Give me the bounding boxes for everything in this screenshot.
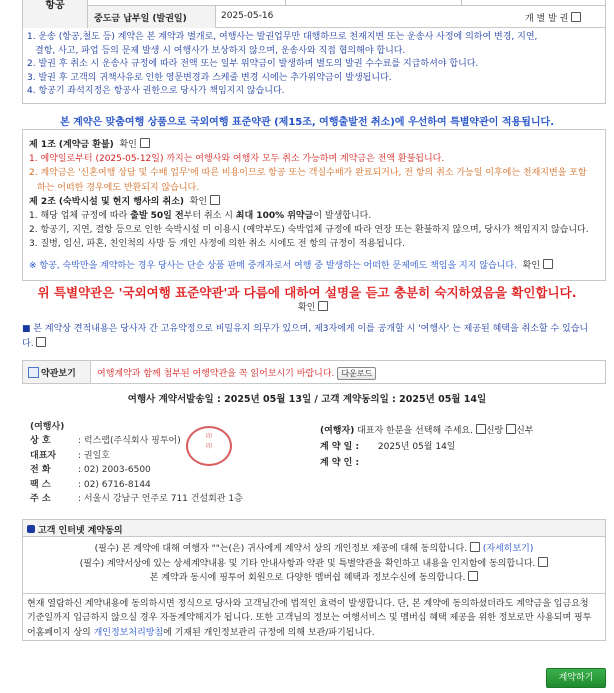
- section-bullet-icon: [27, 525, 35, 533]
- privacy-policy-link[interactable]: 개인정보처리방침: [93, 627, 164, 638]
- article2-confirm-checkbox[interactable]: [210, 195, 220, 205]
- flight-table: [22, 0, 606, 28]
- agency-info: (여행사) 상 호 : 럭스랩(주식회사 핑투어) 대표자 : 권일호 전 화 : 02) 2003-6500 팩 스 : 02) 6716-8144 주 소 : 서울시 강남구 언주로 711 건설회관 1층: [30, 422, 243, 505]
- terms-view-row: 약관보기 여행계약과 함께 첨부된 여행약관을 꼭 읽어보시기 바랍니다. 다운로드: [22, 360, 606, 384]
- internet-consent: 고객 인터넷 계약동의 (필수) 본 계약에 대해 여행자 ""는(은) 귀사에게 계약서 상의 개인정보 제공에 대해 동의합니다. (자세히보기) (필수) 계약서상에 있는 상세계약내용 및 기타 안내사항과 약관 및 특별약관을 확인하고 내용을 인지함에 동의합니다. 본 계약과 동시에 핑투어 회원으로 다양한 멤버쉽 혜택과 정보수신에 동의합니다. 현재 열람하신 계약내용에 동의하시면 정식으로 당사와 고객님간에 법적인 효력이 발생합니다. 단, 본 계약에 동의하셨더라도 계약금을 입금요청 기준일까지 입금하지 않으실 경우 자동계약해지가 됩니다. 또한 고객님의 정보는 여행서비스 및 멤버십 혜택 제공을 위한 정보로만 사용되며 핑투 어홈페이지 상의 개인정보처리방침에 기재된 개인정보관리 규정에 의해 보관/파기됩니다.: [22, 519, 606, 641]
- special-terms-box: 제 1조 (계약금 환불) 확인 1. 예약일로부터 (2025-05-12일) 까지는 여행사와 여행자 모두 취소 가능하며 계약금은 전액 환불됩니다. 2. 계약금은 '신혼여행 상담 및 수배 업무'에 따른 비용이므로 항공 또는 객실수배가 완료되거나, 전 항의 취소 가능일 이후에는 천재지변을 포함 하는 어떠한 경우에도 반환되지 않습니다. 제 2조 (숙박시설 및 현지 행사의 취소) 확인 1. 해당 업체 규정에 따라 출발 50일 전부터 취소 시 최대 100% 위약금이 발생합니다. 2. 항공기, 지연, 결항 등으로 인한 숙박시설 미 이용시 (예약부도) 숙박업체 규정에 따라 연장 또는 환불하지 않으며, 당사가 책임지지 않습니다. 3. 질병, 임신, 파혼, 친인척의 사망 등 개인 사정에 의한 취소 시에도 전 항의 규정이 적용됩니다. ※ 항공, 숙박만을 계약하는 경우 당사는 단순 상품 판매 중개자로서 여행 중 발생하는 어떠한 문제에도 책임을 지지 않습니다. 확인: [22, 129, 606, 281]
- transport-notes: 1. 운송 (항공,철도 등) 계약은 본 계약과 별개로, 여행사는 발권업무만 대행하므로 천재지변 또는 운송사 사정에 의하여 변경, 지연, 결항, 사고, 파업 등의 문제 발생 시 여행사가 보상하지 않으며, 운송사와 직접 협의해야 합니다. 2. 발권 후 취소 시 운송사 규정에 따라 전액 또는 일부 위약금이 발생하며 별도의 발권 수수료를 지급하셔야 합니다. 3. 발권 후 고객의 귀책사유로 인한 영문변경과 스케줄 변경 시에는 추가위약금이 발생됩니다. 4. 항공기 좌석지정은 항공사 권한으로 당사가 책임지지 않습니다.: [22, 28, 606, 104]
- row-header: 항공: [23, 0, 88, 28]
- payment-date-label: 중도금 납부일 (발권일): [88, 6, 216, 28]
- special-terms-confirm-checkbox[interactable]: [318, 301, 328, 311]
- document-icon: [28, 367, 39, 378]
- special-terms-confirm: 확인: [298, 300, 328, 313]
- special-terms-title: 본 계약은 맞춤여행 상품으로 국외여행 표준약관 (제15조, 여행출발전 취소)에 우선하여 특별약관이 적용됩니다.: [60, 117, 554, 128]
- confidentiality-checkbox[interactable]: [36, 337, 46, 347]
- individual-ticket-checkbox[interactable]: [571, 12, 581, 22]
- confidentiality-notice: ■ 본 계약상 견적내용은 당사자 간 고유약정으로 비밀유지 의무가 있으며, 제3자에게 이를 공개할 시 '여행사' 는 제공된 혜택을 취소할 수 있습니 다.: [22, 324, 589, 349]
- privacy-details-link[interactable]: (자세히보기): [482, 544, 534, 554]
- payment-date-value: 2025-05-16: [221, 11, 274, 21]
- traveler-info: (여행자) 대표자 한분을 선택해 주세요. 신랑 신부 계 약 일 : 2025년 05월 14일 계 약 인 :: [320, 426, 534, 468]
- contract-dates: 여행사 계약서발송일 : 2025년 05월 13일 / 고객 계약동의일 : 2025년 05월 14일: [127, 394, 487, 405]
- terms-consent-checkbox[interactable]: [538, 557, 548, 567]
- download-button[interactable]: 다운로드: [337, 367, 376, 380]
- article1-confirm-checkbox[interactable]: [140, 138, 150, 148]
- company-seal: 印 印: [186, 426, 232, 466]
- bride-radio[interactable]: [506, 424, 516, 434]
- footnote-confirm-checkbox[interactable]: [543, 259, 553, 269]
- individual-ticket: 개 별 발 권: [525, 11, 581, 24]
- sign-contract-button[interactable]: 계약하기: [546, 668, 606, 688]
- special-terms-confirm-notice: 위 특별약관은 '국외여행 표준약관'과 다름에 대하여 설명을 듣고 충분히 숙지하였음을 확인합니다.: [37, 285, 577, 300]
- membership-consent-checkbox[interactable]: [468, 571, 478, 581]
- groom-radio[interactable]: [476, 424, 486, 434]
- privacy-consent-checkbox[interactable]: [470, 542, 480, 552]
